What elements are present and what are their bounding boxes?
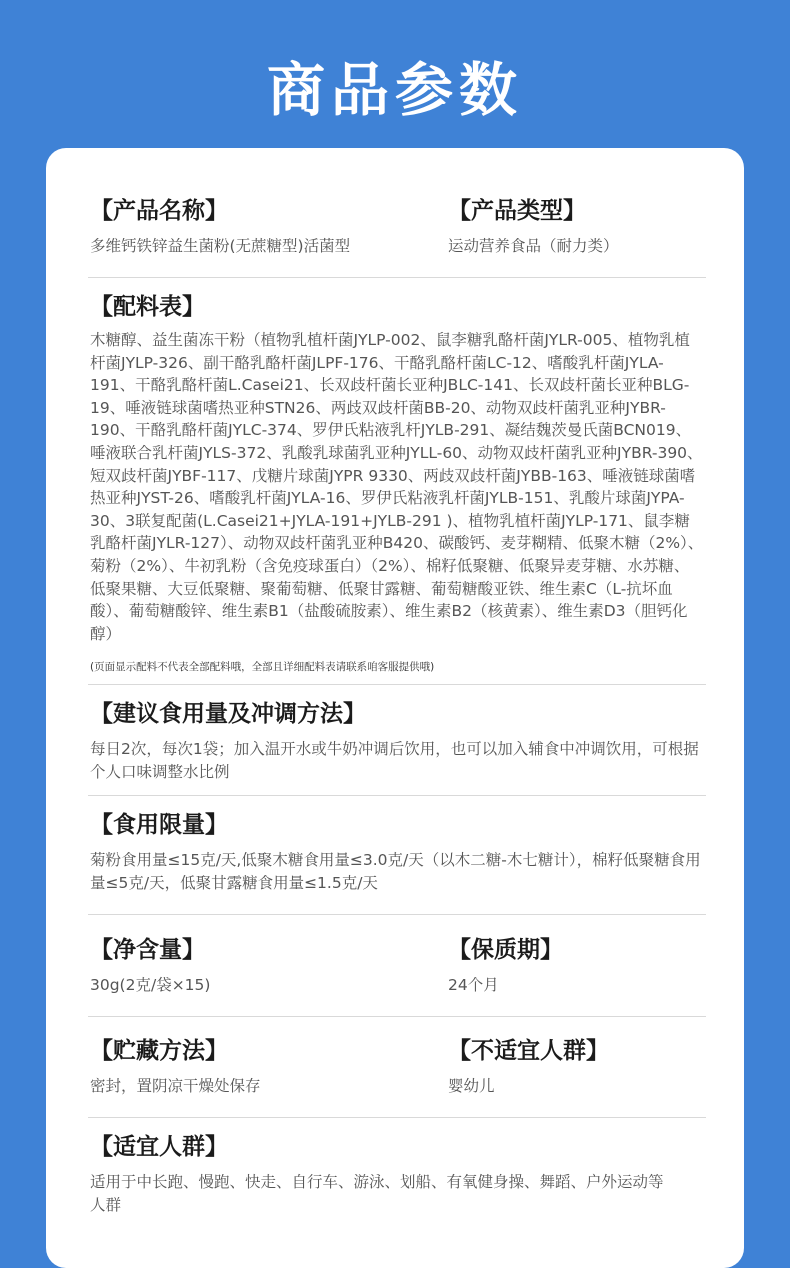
- product-type-section: [448, 196, 708, 258]
- divider: [88, 1117, 706, 1118]
- storage-section: [90, 1036, 420, 1098]
- suitable-section: [90, 1132, 670, 1216]
- usage-value: 每日2次，每次1袋；加入温开水或牛奶冲调后饮用，也可以加入辅食中冲调饮用，可根据个人口味调整水比例: [90, 740, 699, 781]
- usage-heading: 【建议食用量及冲调方法】: [90, 701, 366, 727]
- limits-heading: 【食用限量】: [90, 812, 228, 838]
- ingredients-value: 木糖醇、益生菌冻干粉（植物乳植杆菌JYLP-002、鼠李糖乳酪杆菌JYLR-005、植物乳植杆菌JYLP-326、副干酪乳酪杆菌JLPF-176、干酪乳酪杆菌LC-12、嗜酸乳杆菌JYLA-191、干酪乳酪杆菌L.Casei21、长双歧杆菌长亚种JBLC-141、长双歧杆菌长亚种BLG-19、唾液链球菌嗜热亚种STN26、两歧双歧杆菌BB-20、动物双歧杆菌乳亚种JYBR-190、干酪乳酪杆菌JYLC-374、罗伊氏粘液乳杆JYLB-291、凝结魏茨曼氏菌BCN019、唾液联合乳杆菌JYLS-372、乳酸乳球菌乳亚种JYLL-60、动物双歧杆菌乳亚种JYBR-390、短双歧杆菌JYBF-117、戊糖片球菌JYPR 9330、两歧双歧杆菌JYBB-163、唾液链球菌嗜热亚种JYST-26、嗜酸乳杆菌JYLA-16、罗伊氏粘液乳杆菌JYLB-151、乳酸片球菌JYPA-30、3联复配菌(L.Casei21+JYLA-191+JYLB-291 )、植物乳植杆菌JYLP-171、鼠李糖乳酪杆菌JYLR-127）、动物双歧杆菌乳亚种B420、碳酸钙、麦芽糊精、低聚木糖（2%）、菊粉（2%）、牛初乳粉（含免疫球蛋白）（2%）、棉籽低聚糖、低聚异麦芽糖、水苏糖、低聚果糖、大豆低聚糖、聚葡萄糖、低聚甘露糖、葡萄糖酸亚铁、维生素C（L-抗坏血酸）、葡萄糖酸锌、维生素B1（盐酸硫胺素）、维生素B2（核黄素）、维生素D3（胆钙化醇）: [90, 331, 704, 643]
- unsuitable-heading: 【不适宜人群】: [448, 1038, 609, 1064]
- divider: [88, 1016, 706, 1017]
- ingredients-section: [90, 292, 704, 675]
- page-title: 商品参数: [266, 56, 523, 124]
- suitable-value: 适用于中长跑、慢跑、快走、自行车、游泳、划船、有氧健身操、舞蹈、户外运动等人群: [90, 1173, 664, 1214]
- usage-section: [90, 699, 700, 783]
- unsuitable-value: 婴幼儿: [448, 1077, 495, 1095]
- divider: [88, 277, 706, 278]
- net-content-section: [90, 935, 420, 997]
- shelf-life-section: [448, 935, 708, 997]
- shelf-life-heading: 【保质期】: [448, 937, 563, 963]
- divider: [88, 914, 706, 915]
- limits-value: 菊粉食用量≤15克/天,低聚木糖食用量≤3.0克/天（以木二糖-木七糖计），棉籽低聚糖食用量≤5克/天，低聚甘露糖食用量≤1.5克/天: [90, 851, 701, 892]
- unsuitable-section: [448, 1036, 708, 1098]
- storage-value: 密封，置阴凉干燥处保存: [90, 1077, 261, 1095]
- storage-heading: 【贮藏方法】: [90, 1038, 228, 1064]
- product-name-heading: 【产品名称】: [90, 198, 228, 224]
- divider: [88, 684, 706, 685]
- suitable-heading: 【适宜人群】: [90, 1134, 228, 1160]
- limits-section: [90, 810, 702, 894]
- product-type-value: 运动营养食品（耐力类）: [448, 237, 619, 255]
- net-content-heading: 【净含量】: [90, 937, 205, 963]
- divider: [88, 795, 706, 796]
- ingredients-note: (页面显示配料不代表全部配料哦，全部且详细配料表请联系咱客服提供哦): [90, 661, 435, 674]
- product-type-heading: 【产品类型】: [448, 198, 586, 224]
- product-name-section: [90, 196, 420, 258]
- net-content-value: 30g(2克/袋×15): [90, 976, 211, 994]
- shelf-life-value: 24个月: [448, 976, 499, 994]
- ingredients-heading: 【配料表】: [90, 294, 205, 320]
- product-name-value: 多维钙铁锌益生菌粉(无蔗糖型)活菌型: [90, 237, 351, 255]
